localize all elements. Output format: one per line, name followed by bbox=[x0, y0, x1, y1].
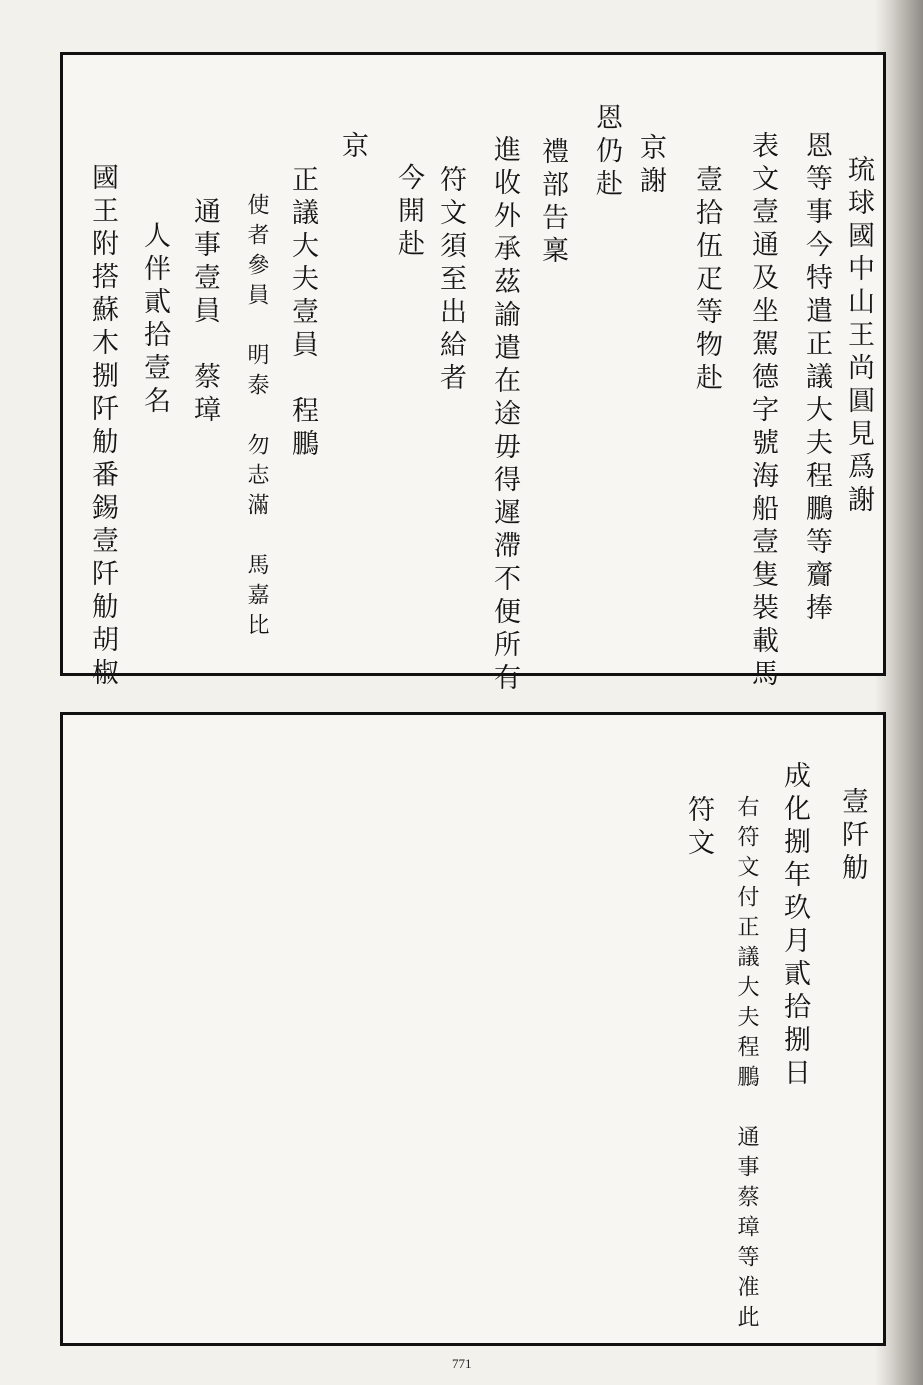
text-column-6: 恩仍赴 bbox=[591, 103, 622, 202]
text-column-17: 壹阡觔 bbox=[837, 787, 868, 886]
text-column-8: 進收外承茲諭遣在途毋得遲滯不便所有 bbox=[489, 135, 520, 696]
document-panel-bottom bbox=[60, 712, 886, 1346]
text-column-1: 琉球國中山王尚圓見爲謝 bbox=[843, 155, 874, 518]
text-column-3: 表文壹通及坐駕德字號海船壹隻裝載馬 bbox=[747, 131, 778, 692]
text-column-14: 通事壹員 蔡璋 bbox=[189, 197, 220, 428]
page-number: 771 bbox=[452, 1356, 472, 1371]
text-column-16: 國王附搭蘇木捌阡觔番錫壹阡觔胡椒 bbox=[87, 163, 118, 691]
text-column-4: 壹拾伍疋等物赴 bbox=[691, 165, 722, 396]
text-column-12: 正議大夫壹員 程鵬 bbox=[287, 165, 318, 462]
text-column-11: 京 bbox=[337, 131, 368, 164]
text-column-7: 禮部告稟 bbox=[537, 137, 568, 269]
text-column-9: 符文須至出給者 bbox=[435, 165, 466, 396]
text-column-20: 符文 bbox=[683, 795, 714, 861]
text-column-2: 恩等事今特遣正議大夫程鵬等齎捧 bbox=[801, 131, 832, 626]
text-column-13: 使者參員 明泰 勿志滿 馬嘉比 bbox=[244, 193, 269, 643]
text-column-5: 京謝 bbox=[635, 133, 666, 199]
text-column-18: 成化捌年玖月貳拾捌日 bbox=[779, 761, 810, 1091]
document-panel-top bbox=[60, 52, 886, 696]
text-column-19: 右符文付正議大夫程鵬 通事蔡璋等准此 bbox=[734, 795, 759, 1335]
text-column-15: 人伴貳拾壹名 bbox=[139, 221, 170, 419]
text-column-10: 今開赴 bbox=[393, 163, 424, 262]
